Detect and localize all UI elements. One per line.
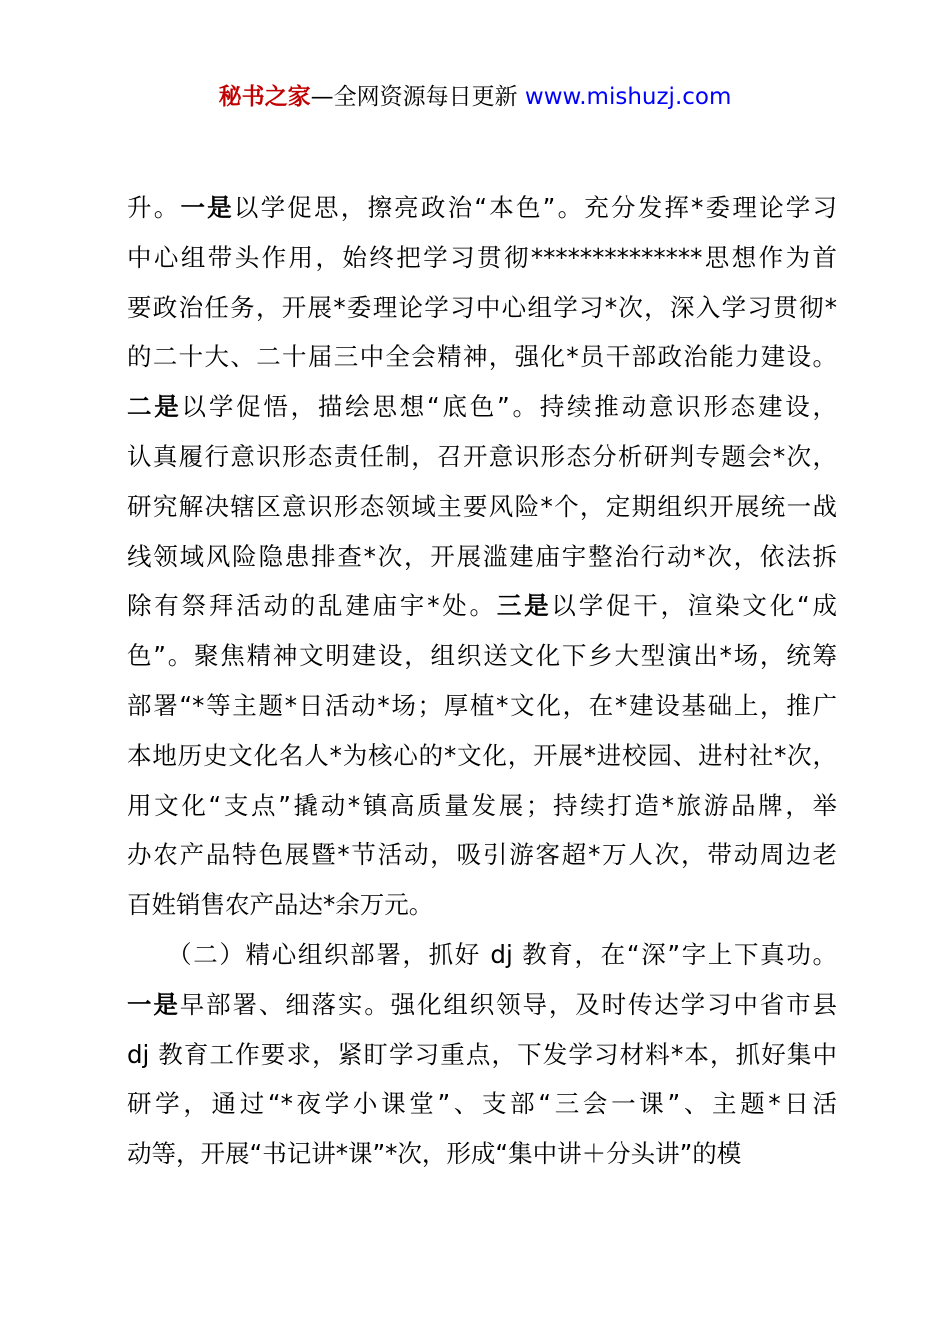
text-segment: 除有祭拜活动的乱建庙宇*处。 (127, 591, 497, 621)
text-line (127, 482, 837, 532)
text-segment: 以学促思，擦亮政治“本色”。充分发挥*委理论学习 (233, 193, 837, 222)
text-segment: 线领域风险隐患排查*次，开展滥建庙宇整治行动*次，依法拆 (127, 541, 837, 571)
text-segment: 中心组带头作用，始终把学习贯彻**************思想作为首 (127, 242, 837, 272)
text-line (127, 283, 837, 333)
text-segment: 升。 (127, 193, 181, 222)
bold-keyword: 一是 (127, 989, 180, 1019)
text-segment: 百姓销售农产品达*余万元。 (127, 890, 434, 920)
text-segment: 以学促悟，描绘思想“底色”。持续推动意识形态建设， (181, 392, 837, 422)
text-line (127, 830, 837, 880)
text-segment: 动等，开展“书记讲*课”*次，形成“集中讲＋分头讲”的模 (127, 1139, 742, 1169)
text-segment: 研究解决辖区意识形态领域主要风险*个，定期组织开展统一战 (127, 491, 837, 521)
text-segment: 以学促干，渲染文化“成 (551, 591, 838, 621)
text-line (127, 880, 837, 930)
site-url-link[interactable]: www.mishuzj.com (517, 84, 732, 110)
bold-keyword: 一是 (180, 193, 234, 222)
document-body (127, 183, 837, 1179)
text-line (127, 980, 837, 1030)
text-segment: 本地历史文化名人*为核心的*文化，开展*进校园、进村社*次， (127, 740, 837, 770)
text-line (127, 781, 837, 831)
text-segment: 办农产品特色展暨*节活动，吸引游客超*万人次，带动周边老 (127, 840, 837, 870)
text-line (127, 233, 837, 283)
brand-name: 秘书之家 (218, 84, 311, 110)
text-line (127, 581, 837, 631)
text-line (127, 930, 837, 980)
text-line (127, 382, 837, 432)
text-segment: 认真履行意识形态责任制，召开意识形态分析研判专题会*次， (127, 441, 837, 471)
bold-keyword: 三是 (496, 591, 552, 621)
text-segment: 部署“*等主题*日活动*场；厚植*文化，在*建设基础上，推广 (127, 690, 837, 720)
text-line (127, 1079, 837, 1129)
text-segment: dj 教育工作要求，紧盯学习重点，下发学习材料*本，抓好集中 (127, 1039, 837, 1069)
text-line (127, 731, 837, 781)
text-line (127, 532, 837, 582)
text-segment: （二）精心组织部署，抓好 dj 教育，在“深”字上下真功。 (127, 939, 837, 969)
text-line (127, 1129, 837, 1179)
text-line (127, 631, 837, 681)
bold-keyword: 二是 (127, 392, 182, 422)
text-line (127, 681, 837, 731)
text-segment: 的二十大、二十届三中全会精神，强化*员干部政治能力建设。 (127, 342, 837, 372)
text-line (127, 432, 837, 482)
text-line (127, 1030, 837, 1080)
text-segment: 色”。聚焦精神文明建设，组织送文化下乡大型演出*场，统筹 (127, 641, 837, 671)
text-segment: 研学，通过“*夜学小课堂”、支部“三会一课”、主题*日活 (127, 1089, 837, 1119)
header-tagline: —全网资源每日更新 (310, 84, 518, 110)
text-line (127, 183, 837, 233)
text-segment: 要政治任务，开展*委理论学习中心组学习*次，深入学习贯彻* (127, 292, 837, 322)
site-header (0, 80, 950, 114)
text-segment: 用文化“支点”撬动*镇高质量发展；持续打造*旅游品牌，举 (127, 790, 837, 820)
text-line (127, 332, 837, 382)
text-segment: 早部署、细落实。强化组织领导，及时传达学习中省市县 (179, 989, 838, 1019)
